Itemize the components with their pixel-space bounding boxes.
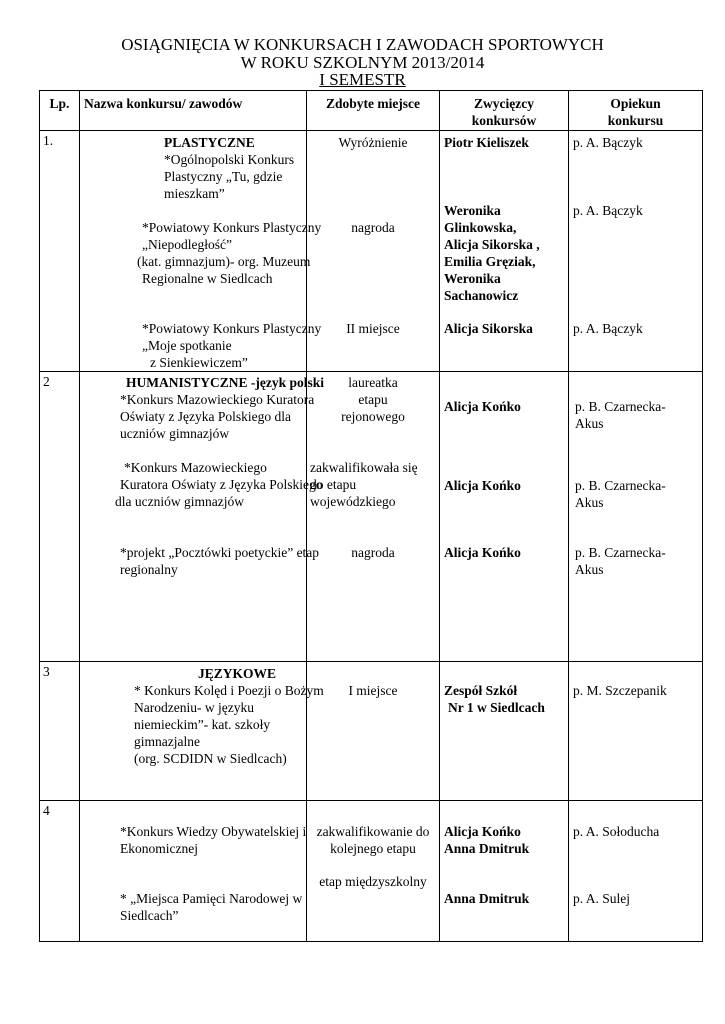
category-heading: HUMANISTYCZNE -język polski [126, 375, 325, 390]
competition-entry: *Konkurs Wiedzy Obywatelskiej i Ekonomicznej [120, 824, 307, 856]
winners-cell: Piotr Kieliszek Weronika Glinkowska, Alicja Sikorska , Emilia Gręziak, Weronika Sachanowicz Alicja Sikorska [440, 131, 569, 372]
competition-entry: *Ogólnopolski Konkurs Plastyczny „Tu, gdzie mieszkam” [164, 152, 295, 201]
table-row [40, 662, 703, 801]
competition-cell [80, 372, 325, 662]
row-number: 1. [40, 131, 80, 372]
competition-entry: * Konkurs Kolęd i Poezji o Bożym Narodzeniu- w języku niemieckim”- kat. szkoły gimnazjalne (org. SCDIDN w Siedlcach) [134, 683, 324, 766]
header-place: Zdobyte miejsce [307, 91, 440, 131]
table-row [40, 131, 703, 372]
row-number: 2 [40, 372, 80, 662]
place-cell: Wyróżnienie nagroda II miejsce [307, 131, 440, 372]
document-title-semester: I SEMESTR [319, 70, 406, 89]
competition-entry: *Powiatowy Konkurs Plastyczny „Moje spotkanie z Sienkiewiczem” [142, 321, 322, 370]
competition-entry: *projekt „Pocztówki poetyckie” etap regionalny [120, 545, 320, 577]
category-heading: JĘZYKOWE [198, 666, 277, 681]
tutor-cell: p. B. Czarnecka- Akus p. B. Czarnecka- Akus p. B. Czarnecka- Akus [569, 372, 703, 662]
place-cell: I miejsce [307, 662, 440, 801]
competition-cell [80, 662, 324, 801]
competition-cell [80, 801, 307, 942]
tutor-cell: p. A. Sołoducha p. A. Sulej [569, 801, 703, 942]
row-number: 4 [40, 801, 80, 942]
winners-cell: Alicja Końko Anna Dmitruk Anna Dmitruk [440, 801, 569, 942]
place-cell: zakwalifikowanie do kolejnego etapu etap międzyszkolny [307, 801, 440, 942]
row-number: 3 [40, 662, 80, 801]
table-header-row [40, 91, 703, 131]
place-cell: laureatka etapu rejonowego zakwalifikowała się do etapu wojewódzkiego nagroda [307, 372, 440, 662]
header-competition-name: Nazwa konkursu/ zawodów [80, 91, 307, 131]
winners-cell: Zespół Szkół Nr 1 w Siedlcach [440, 662, 569, 801]
document-title-line-1: OSIĄGNIĘCIA W KONKURSACH I ZAWODACH SPORTOWYCH [121, 35, 604, 54]
competition-entry: *Powiatowy Konkurs Plastyczny „Niepodległość” (kat. gimnazjum)- org. Muzeum Regionalne w Siedlcach [137, 220, 322, 286]
header-lp: Lp. [40, 91, 80, 131]
document-title-line-2: W ROKU SZKOLNYM 2013/2014 [240, 53, 485, 72]
competition-entry: * „Miejsca Pamięci Narodowej w Siedlcach” [120, 891, 303, 923]
tutor-cell: p. M. Szczepanik [569, 662, 703, 801]
table-row [40, 801, 703, 942]
tutor-cell: p. A. Bączyk p. A. Bączyk p. A. Bączyk [569, 131, 703, 372]
competition-cell [80, 131, 322, 372]
table-row [40, 372, 703, 662]
competition-entry: *Konkurs Mazowieckiego Kuratora Oświaty z Języka Polskiego dla uczniów gimnazjów [120, 392, 315, 441]
header-winners: Zwycięzcy konkursów [440, 91, 569, 131]
header-tutor: Opiekun konkursu [569, 91, 703, 131]
category-heading: PLASTYCZNE [164, 135, 255, 150]
achievements-table [39, 90, 703, 942]
winners-cell: Alicja Końko Alicja Końko Alicja Końko [440, 372, 569, 662]
competition-entry: *Konkurs Mazowieckiego Kuratora Oświaty z Języka Polskiego dla uczniów gimnazjów [115, 460, 323, 509]
